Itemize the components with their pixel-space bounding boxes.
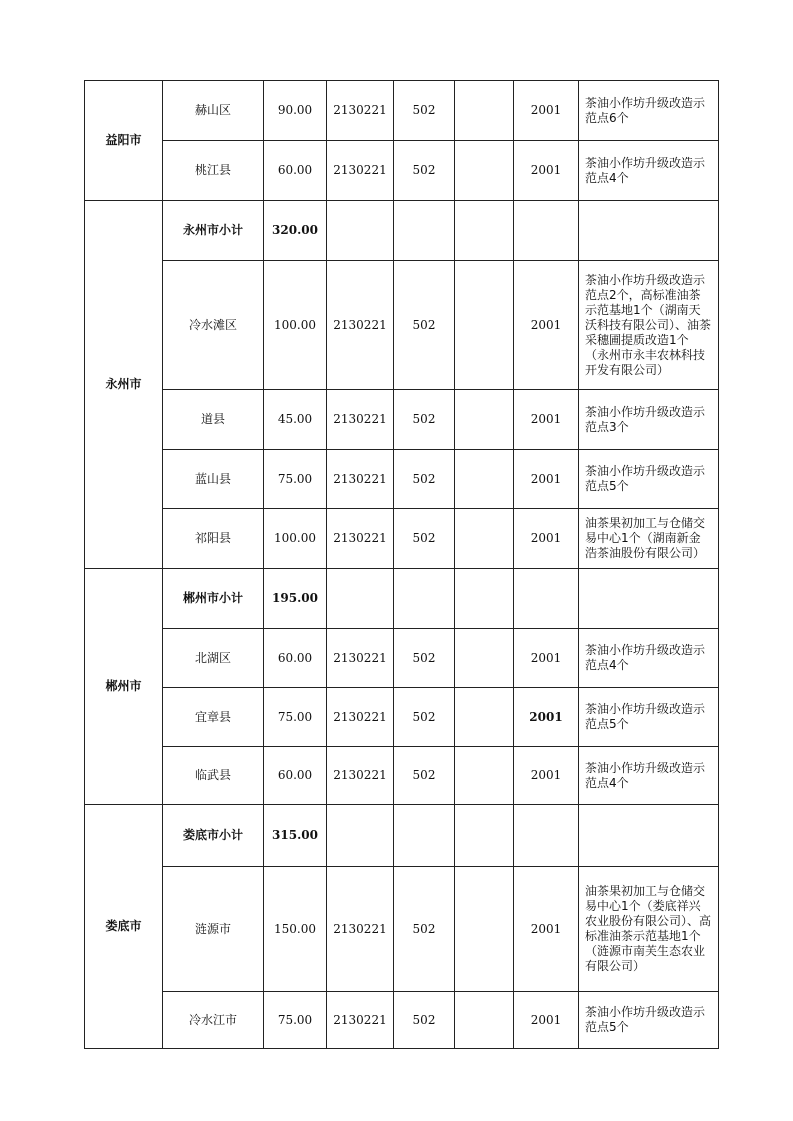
subtotal-amount: 320.00 <box>264 201 327 261</box>
year-cell: 2001 <box>514 992 579 1049</box>
empty-cell <box>455 805 514 867</box>
blank-cell <box>455 992 514 1049</box>
district-cell: 道县 <box>163 390 264 450</box>
amount-cell: 75.00 <box>264 450 327 509</box>
note-cell: 茶油小作坊升级改造示范点4个 <box>579 141 719 201</box>
table-row <box>85 261 719 390</box>
econ-code-cell: 502 <box>394 688 455 747</box>
econ-code-cell: 502 <box>394 992 455 1049</box>
note-cell: 茶油小作坊升级改造示范点4个 <box>579 747 719 805</box>
empty-cell <box>327 805 394 867</box>
amount-cell: 75.00 <box>264 688 327 747</box>
econ-code-cell: 502 <box>394 141 455 201</box>
blank-cell <box>455 747 514 805</box>
year-cell: 2001 <box>514 867 579 992</box>
district-cell: 祁阳县 <box>163 509 264 569</box>
econ-code-cell: 502 <box>394 867 455 992</box>
district-cell: 蓝山县 <box>163 450 264 509</box>
amount-cell: 90.00 <box>264 81 327 141</box>
subtotal-amount: 195.00 <box>264 569 327 629</box>
district-cell: 临武县 <box>163 747 264 805</box>
amount-cell: 100.00 <box>264 509 327 569</box>
empty-cell <box>579 805 719 867</box>
empty-cell <box>394 201 455 261</box>
subtotal-row <box>85 805 719 867</box>
subtotal-row <box>85 569 719 629</box>
amount-cell: 60.00 <box>264 141 327 201</box>
table-row <box>85 688 719 747</box>
city-cell: 永州市 <box>85 201 163 569</box>
amount-cell: 60.00 <box>264 747 327 805</box>
note-cell: 茶油小作坊升级改造示范点5个 <box>579 450 719 509</box>
subject-code-cell: 2130221 <box>327 261 394 390</box>
amount-cell: 60.00 <box>264 629 327 688</box>
table-row <box>85 390 719 450</box>
econ-code-cell: 502 <box>394 629 455 688</box>
table-row <box>85 747 719 805</box>
subject-code-cell: 2130221 <box>327 992 394 1049</box>
table-row <box>85 629 719 688</box>
note-cell: 茶油小作坊升级改造示范点4个 <box>579 629 719 688</box>
subtotal-label: 郴州市小计 <box>163 569 264 629</box>
subtotal-label: 娄底市小计 <box>163 805 264 867</box>
empty-cell <box>455 569 514 629</box>
district-cell: 北湖区 <box>163 629 264 688</box>
year-cell: 2001 <box>514 629 579 688</box>
district-cell: 赫山区 <box>163 81 264 141</box>
year-cell: 2001 <box>514 509 579 569</box>
blank-cell <box>455 390 514 450</box>
city-cell: 益阳市 <box>85 81 163 201</box>
allocation-table <box>84 80 719 1049</box>
district-cell: 冷水江市 <box>163 992 264 1049</box>
empty-cell <box>394 569 455 629</box>
table-row <box>85 141 719 201</box>
econ-code-cell: 502 <box>394 390 455 450</box>
blank-cell <box>455 450 514 509</box>
amount-cell: 45.00 <box>264 390 327 450</box>
subject-code-cell: 2130221 <box>327 867 394 992</box>
subject-code-cell: 2130221 <box>327 390 394 450</box>
note-cell: 茶油小作坊升级改造示范点6个 <box>579 81 719 141</box>
subject-code-cell: 2130221 <box>327 141 394 201</box>
subject-code-cell: 2130221 <box>327 450 394 509</box>
blank-cell <box>455 867 514 992</box>
note-cell: 油茶果初加工与仓储交易中心1个（娄底祥兴农业股份有限公司）、高标准油茶示范基地1个（涟源市南芙生态农业有限公司） <box>579 867 719 992</box>
subtotal-amount: 315.00 <box>264 805 327 867</box>
note-cell: 油茶果初加工与仓储交易中心1个（湖南新金浩茶油股份有限公司） <box>579 509 719 569</box>
subject-code-cell: 2130221 <box>327 747 394 805</box>
subject-code-cell: 2130221 <box>327 509 394 569</box>
year-cell: 2001 <box>514 747 579 805</box>
subtotal-row <box>85 201 719 261</box>
subtotal-label: 永州市小计 <box>163 201 264 261</box>
blank-cell <box>455 141 514 201</box>
city-cell: 娄底市 <box>85 805 163 1049</box>
empty-cell <box>455 201 514 261</box>
blank-cell <box>455 688 514 747</box>
year-cell: 2001 <box>514 81 579 141</box>
year-cell: 2001 <box>514 141 579 201</box>
subject-code-cell: 2130221 <box>327 81 394 141</box>
econ-code-cell: 502 <box>394 450 455 509</box>
table-row <box>85 509 719 569</box>
city-cell: 郴州市 <box>85 569 163 805</box>
district-cell: 涟源市 <box>163 867 264 992</box>
econ-code-cell: 502 <box>394 261 455 390</box>
amount-cell: 100.00 <box>264 261 327 390</box>
note-cell: 茶油小作坊升级改造示范点5个 <box>579 688 719 747</box>
empty-cell <box>514 569 579 629</box>
note-cell: 茶油小作坊升级改造示范点5个 <box>579 992 719 1049</box>
district-cell: 宜章县 <box>163 688 264 747</box>
empty-cell <box>327 201 394 261</box>
year-cell: 2001 <box>514 688 579 747</box>
empty-cell <box>579 569 719 629</box>
subject-code-cell: 2130221 <box>327 629 394 688</box>
year-cell: 2001 <box>514 390 579 450</box>
note-cell: 茶油小作坊升级改造示范点3个 <box>579 390 719 450</box>
amount-cell: 150.00 <box>264 867 327 992</box>
note-cell: 茶油小作坊升级改造示范点2个，高标准油茶示范基地1个（湖南天沃科技有限公司）、油茶采穗圃提质改造1个（永州市永丰农林科技开发有限公司） <box>579 261 719 390</box>
year-cell: 2001 <box>514 261 579 390</box>
empty-cell <box>394 805 455 867</box>
year-cell: 2001 <box>514 450 579 509</box>
table-row <box>85 450 719 509</box>
empty-cell <box>514 201 579 261</box>
blank-cell <box>455 261 514 390</box>
subject-code-cell: 2130221 <box>327 688 394 747</box>
district-cell: 桃江县 <box>163 141 264 201</box>
district-cell: 冷水滩区 <box>163 261 264 390</box>
econ-code-cell: 502 <box>394 81 455 141</box>
amount-cell: 75.00 <box>264 992 327 1049</box>
econ-code-cell: 502 <box>394 747 455 805</box>
blank-cell <box>455 509 514 569</box>
empty-cell <box>514 805 579 867</box>
empty-cell <box>327 569 394 629</box>
blank-cell <box>455 629 514 688</box>
blank-cell <box>455 81 514 141</box>
table-row <box>85 867 719 992</box>
econ-code-cell: 502 <box>394 509 455 569</box>
table-row <box>85 81 719 141</box>
empty-cell <box>579 201 719 261</box>
table-row <box>85 992 719 1049</box>
